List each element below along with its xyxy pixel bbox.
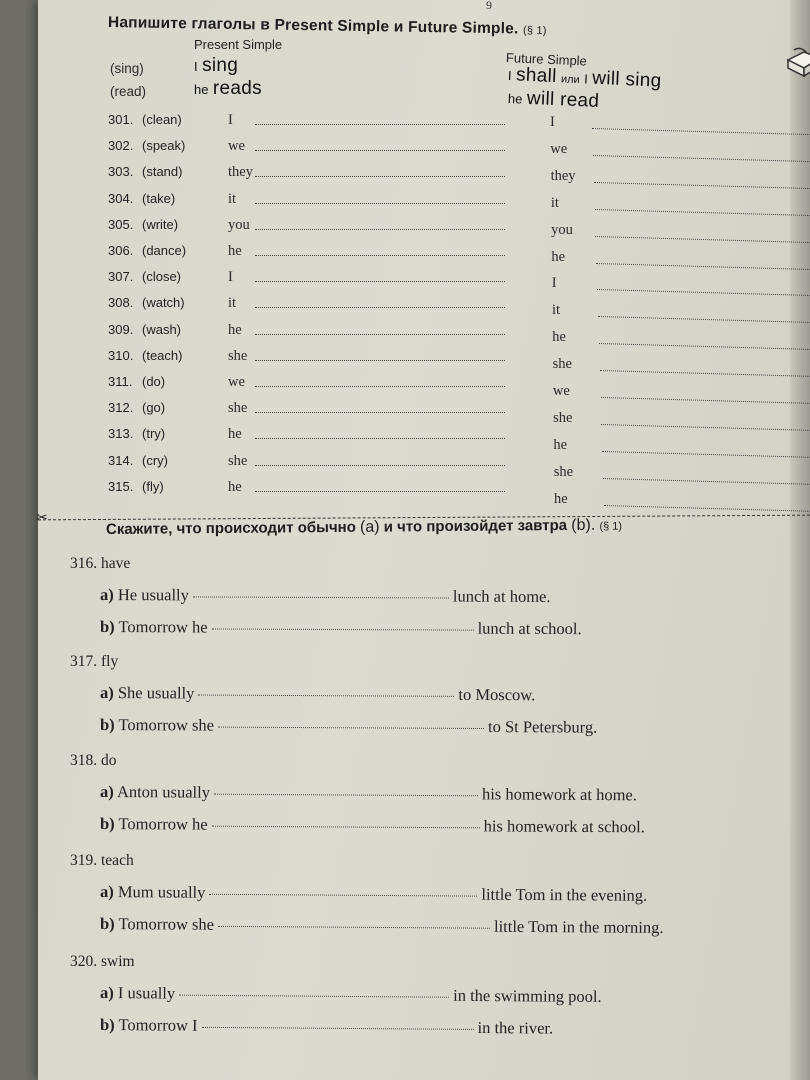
exercise-row [108, 191, 810, 215]
row-present-pronoun: she [228, 400, 248, 417]
task2-title [106, 516, 622, 539]
row-future-pronoun: he [551, 248, 566, 265]
example-future-2 [508, 87, 600, 113]
example-present-1-pron: I [194, 59, 198, 74]
future-answer-blank[interactable] [595, 236, 810, 243]
row-number: 312. [108, 400, 134, 416]
item-option-label: b) [99, 1015, 115, 1035]
row-number: 315. [108, 478, 134, 494]
item-option-label: b) [99, 814, 115, 834]
page-number: 9 [486, 0, 492, 12]
row-future-pronoun: he [554, 490, 568, 507]
present-answer-blank[interactable] [255, 176, 505, 177]
item-sentence-end: his homework at school. [483, 816, 645, 837]
row-future-pronoun: I [551, 275, 557, 292]
item-number: 316. [70, 555, 98, 572]
future-answer-blank[interactable] [604, 505, 810, 512]
example-present-1-verb: sing [202, 55, 239, 76]
answer-blank[interactable] [202, 1027, 474, 1030]
item-sentence-a [100, 782, 637, 805]
book-icon [786, 46, 810, 80]
row-present-pronoun: he [228, 426, 242, 443]
item-option-label: b) [99, 914, 115, 934]
item-sentence-start: Tomorrow she [118, 914, 215, 934]
exercise-row [108, 217, 810, 241]
row-number: 314. [108, 452, 134, 468]
row-number: 302. [108, 138, 134, 154]
task2-and-text: и что произойдет завтра [383, 516, 568, 536]
example-present-2-pron: he [194, 82, 209, 97]
example-future-1-pron2: I [583, 71, 589, 87]
item-sentence-b [100, 1015, 553, 1039]
item-option-label: a) [99, 683, 114, 703]
example-future-1-shall: shall [515, 64, 558, 88]
row-number: 307. [108, 269, 134, 285]
example-future-1-or: или [560, 73, 580, 87]
present-answer-blank[interactable] [255, 150, 505, 151]
row-number: 308. [108, 295, 134, 311]
row-present-pronoun: we [228, 138, 245, 155]
row-verb: (teach) [142, 347, 183, 363]
exercise-row [108, 478, 810, 507]
item-sentence-end: little Tom in the morning. [493, 916, 664, 937]
row-future-pronoun: you [551, 221, 573, 238]
item-sentence-a [100, 882, 647, 906]
present-answer-blank[interactable] [255, 229, 505, 230]
row-present-pronoun: he [228, 243, 242, 259]
present-answer-blank[interactable] [255, 281, 505, 282]
item-header [70, 752, 117, 770]
answer-blank[interactable] [198, 695, 454, 697]
item-sentence-start: I usually [117, 983, 176, 1003]
item-option-label: a) [99, 983, 114, 1003]
row-verb: (wash) [142, 321, 182, 337]
example-verb-read: (read) [110, 84, 147, 99]
item-number: 318. [70, 752, 98, 769]
item-verb: fly [101, 653, 119, 670]
present-answer-blank[interactable] [255, 491, 505, 492]
item-sentence-start: He usually [117, 585, 189, 605]
item-sentence-start: Mum usually [117, 882, 206, 902]
item-sentence-end: in the river. [477, 1017, 554, 1038]
exercise-row [108, 322, 810, 346]
item-sentence-a [100, 683, 535, 705]
item-verb: swim [101, 953, 135, 970]
row-number: 304. [108, 190, 134, 206]
item-sentence-start: Anton usually [116, 782, 211, 802]
answer-blank[interactable] [193, 596, 449, 598]
col-present-simple: Present Simple [194, 37, 283, 52]
row-verb: (write) [142, 216, 179, 232]
item-sentence-end: little Tom in the evening. [481, 884, 648, 905]
row-future-pronoun: I [550, 114, 555, 130]
exercise-row [108, 138, 810, 162]
present-answer-blank[interactable] [255, 412, 505, 413]
item-option-label: a) [99, 882, 114, 902]
row-present-pronoun: it [228, 295, 237, 312]
item-sentence-end: to St Petersburg. [487, 717, 598, 737]
item-sentence-start: Tomorrow he [118, 617, 208, 637]
item-sentence-b [100, 814, 645, 837]
item-option-label: b) [99, 715, 115, 735]
row-verb: (go) [142, 400, 166, 416]
row-verb: (dance) [142, 243, 187, 258]
task1-title [108, 14, 547, 39]
row-number: 309. [108, 321, 134, 337]
exercise-row [108, 269, 810, 293]
answer-blank[interactable] [209, 894, 477, 897]
item-header [70, 852, 134, 870]
item-sentence-b [100, 617, 582, 639]
row-verb: (try) [142, 426, 166, 442]
present-answer-blank[interactable] [255, 124, 505, 125]
row-verb: (clean) [142, 112, 182, 127]
row-future-pronoun: it [550, 194, 559, 211]
row-number: 313. [108, 426, 134, 442]
exercise-row [108, 348, 810, 372]
exercise-row [108, 426, 810, 453]
answer-blank[interactable] [212, 826, 480, 829]
row-number: 306. [108, 243, 134, 258]
row-verb: (watch) [142, 295, 185, 311]
example-present-2 [194, 78, 262, 100]
exercise-row [108, 295, 810, 319]
row-future-pronoun: it [552, 302, 561, 319]
item-option-label: a) [99, 585, 114, 605]
example-future-1-will: will sing [591, 67, 662, 92]
item-sentence-end: his homework at home. [481, 784, 637, 805]
present-answer-blank[interactable] [255, 255, 505, 256]
answer-blank[interactable] [218, 926, 490, 929]
row-number: 301. [108, 112, 134, 127]
future-answer-blank[interactable] [594, 182, 810, 189]
item-sentence-end: lunch at school. [477, 618, 582, 639]
answer-blank[interactable] [179, 995, 449, 998]
future-answer-blank[interactable] [592, 128, 810, 135]
row-number: 310. [108, 347, 134, 363]
row-present-pronoun: she [228, 452, 248, 469]
present-answer-blank[interactable] [255, 386, 505, 387]
item-header [70, 555, 130, 573]
row-number: 305. [108, 216, 134, 232]
row-future-pronoun: he [552, 329, 566, 346]
item-verb: have [101, 555, 131, 572]
item-number: 317. [70, 653, 98, 670]
item-header [70, 953, 135, 971]
row-future-pronoun: she [553, 410, 573, 427]
row-present-pronoun: I [228, 112, 233, 128]
item-option-label: b) [99, 617, 115, 637]
row-verb: (take) [142, 190, 176, 206]
task2-b-mark: (b). [571, 516, 596, 534]
item-sentence-b [100, 914, 664, 938]
exercise-row [108, 164, 810, 188]
row-present-pronoun: they [228, 164, 253, 181]
exercise-row [108, 452, 810, 480]
item-number: 319. [70, 852, 98, 869]
present-answer-blank[interactable] [255, 203, 505, 204]
task1-section: (§ 1) [522, 24, 547, 37]
row-future-pronoun: she [552, 356, 572, 373]
present-answer-blank[interactable] [255, 438, 505, 439]
answer-blank[interactable] [218, 727, 484, 729]
row-number: 311. [108, 374, 133, 389]
item-verb: teach [101, 852, 134, 869]
answer-blank[interactable] [214, 794, 478, 797]
item-sentence-a [100, 585, 551, 607]
row-verb: (cry) [142, 452, 168, 468]
example-future-2-pron: he [507, 91, 523, 107]
task1-title-text: Напишите глаголы в Present Simple и Future Simple. [107, 14, 519, 38]
exercise-row [108, 400, 810, 427]
row-present-pronoun: I [228, 269, 233, 286]
row-future-pronoun: he [553, 436, 568, 453]
item-sentence-end: lunch at home. [452, 586, 551, 606]
row-verb: (do) [142, 374, 166, 389]
example-verb-sing: (sing) [110, 61, 144, 76]
col-future-simple: Future Simple [505, 50, 588, 69]
exercise-row [108, 112, 810, 136]
workbook-page [38, 0, 810, 1080]
row-present-pronoun: she [228, 347, 248, 364]
row-present-pronoun: it [228, 190, 237, 207]
example-future-2-verb: will read [526, 87, 600, 112]
row-future-pronoun: they [550, 167, 576, 184]
item-sentence-start: Tomorrow I [118, 1015, 198, 1035]
future-answer-blank[interactable] [593, 155, 810, 162]
present-answer-blank[interactable] [255, 465, 505, 466]
present-answer-blank[interactable] [255, 334, 505, 335]
item-sentence-a [100, 983, 602, 1007]
item-sentence-start: Tomorrow he [118, 814, 208, 834]
item-sentence-end: to Moscow. [458, 684, 536, 705]
item-sentence-b [100, 715, 597, 738]
row-present-pronoun: we [228, 374, 245, 390]
example-present-2-verb: reads [212, 78, 262, 99]
row-verb: (fly) [142, 478, 164, 494]
row-present-pronoun: he [228, 478, 242, 495]
row-future-pronoun: we [550, 140, 568, 157]
task2-section: (§ 1) [599, 520, 623, 533]
item-option-label: a) [99, 782, 114, 802]
present-answer-blank[interactable] [255, 307, 505, 308]
item-number: 320. [70, 953, 98, 970]
exercise-row [108, 243, 810, 267]
example-present-1 [194, 55, 238, 77]
item-sentence-start: She usually [117, 683, 195, 703]
present-answer-blank[interactable] [255, 360, 505, 361]
item-sentence-end: in the swimming pool. [453, 985, 602, 1006]
item-header [70, 653, 118, 671]
row-number: 303. [108, 164, 134, 180]
example-future-1-pron: I [507, 68, 512, 84]
row-present-pronoun: he [228, 321, 242, 338]
row-present-pronoun: you [228, 216, 250, 233]
row-verb: (speak) [142, 138, 186, 154]
task2-title-text: Скажите, что происходит обычно [105, 518, 356, 538]
task2-a-mark: (a) [359, 518, 380, 536]
row-verb: (close) [142, 269, 182, 285]
row-future-pronoun: we [552, 383, 570, 400]
item-sentence-start: Tomorrow she [118, 715, 215, 735]
row-future-pronoun: she [553, 463, 574, 480]
future-answer-blank[interactable] [595, 209, 810, 216]
exercise-row [108, 374, 810, 398]
item-verb: do [101, 752, 117, 769]
answer-blank[interactable] [212, 628, 474, 630]
row-verb: (stand) [142, 164, 183, 180]
scissors-icon: ✂ [36, 509, 48, 525]
